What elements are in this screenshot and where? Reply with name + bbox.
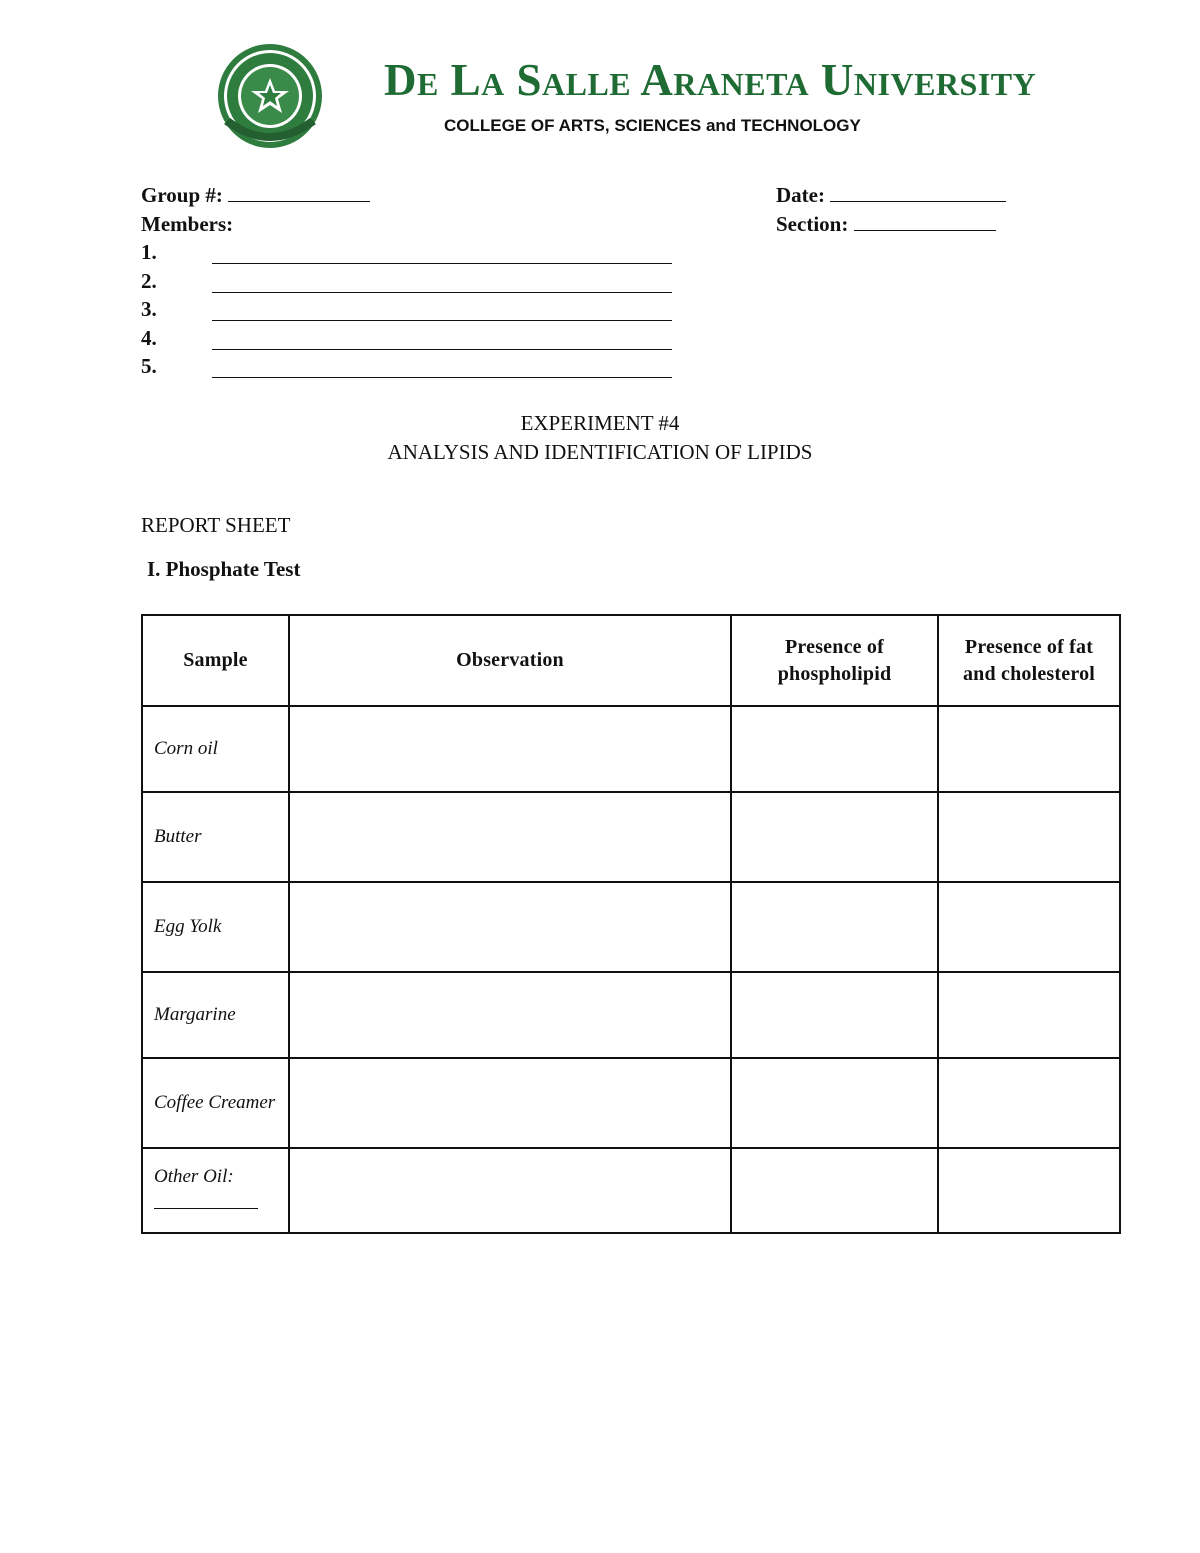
- observation-cell[interactable]: [289, 706, 731, 792]
- table-row: [142, 1058, 1120, 1148]
- member-line-1[interactable]: [212, 263, 672, 264]
- member-line-3[interactable]: [212, 320, 672, 321]
- members-label: Members:: [141, 212, 234, 236]
- header-sample: Sample: [142, 615, 289, 706]
- sample-cell: Egg Yolk: [142, 882, 289, 972]
- university-name: [384, 54, 1036, 106]
- observation-cell[interactable]: [289, 882, 731, 972]
- observation-cell[interactable]: [289, 972, 731, 1058]
- table-row: [142, 972, 1120, 1058]
- table-row: [142, 1148, 1120, 1233]
- header-phospholipid: [731, 615, 938, 706]
- table-row: [142, 706, 1120, 792]
- sample-cell: Butter: [142, 792, 289, 882]
- phospholipid-cell[interactable]: [731, 882, 938, 972]
- group-label: Group #:: [141, 183, 223, 207]
- section-field: [776, 212, 996, 237]
- university-seal-icon: [206, 42, 334, 150]
- section-label: Section:: [776, 212, 849, 236]
- observation-cell[interactable]: [289, 792, 731, 882]
- member-line-5[interactable]: [212, 377, 672, 378]
- header-fat-cholesterol: [938, 615, 1120, 706]
- other-oil-label: Other Oil:: [154, 1166, 234, 1187]
- member-line-4[interactable]: [212, 349, 672, 350]
- observation-cell[interactable]: [289, 1058, 731, 1148]
- date-label: Date:: [776, 183, 825, 207]
- observation-cell[interactable]: [289, 1148, 731, 1233]
- member-number: 5.: [141, 354, 157, 378]
- other-oil-blank[interactable]: [154, 1192, 258, 1209]
- experiment-title: ANALYSIS AND IDENTIFICATION OF LIPIDS: [387, 440, 813, 464]
- member-number: 3.: [141, 297, 157, 321]
- fat-cholesterol-cell[interactable]: [938, 1058, 1120, 1148]
- phosphate-test-heading: I. Phosphate Test: [147, 557, 301, 581]
- phospholipid-cell[interactable]: [731, 792, 938, 882]
- phospholipid-cell[interactable]: [731, 972, 938, 1058]
- table-row: [142, 882, 1120, 972]
- college-name: COLLEGE OF ARTS, SCIENCES and TECHNOLOGY: [444, 116, 861, 135]
- sample-cell: Margarine: [142, 972, 289, 1058]
- section-blank[interactable]: [854, 212, 996, 231]
- fat-cholesterol-cell[interactable]: [938, 792, 1120, 882]
- phospholipid-cell[interactable]: [731, 706, 938, 792]
- report-sheet-heading: REPORT SHEET: [141, 513, 291, 537]
- group-blank[interactable]: [228, 183, 370, 202]
- phospholipid-cell[interactable]: [731, 1148, 938, 1233]
- phosphate-test-table: [141, 614, 1121, 1234]
- header-observation: Observation: [289, 615, 731, 706]
- group-field: [141, 183, 370, 208]
- fat-cholesterol-cell[interactable]: [938, 1148, 1120, 1233]
- header-fat-cholesterol-text: Presence of fat and cholesterol: [962, 635, 1096, 685]
- member-number: 1.: [141, 240, 157, 264]
- member-line-2[interactable]: [212, 292, 672, 293]
- fat-cholesterol-cell[interactable]: [938, 706, 1120, 792]
- member-number: 4.: [141, 326, 157, 350]
- table-header-row: [142, 615, 1120, 706]
- phospholipid-cell[interactable]: [731, 1058, 938, 1148]
- table-row: [142, 792, 1120, 882]
- university-name-text: De La Salle Araneta University: [384, 55, 1037, 105]
- sample-cell-other: [142, 1148, 289, 1233]
- fat-cholesterol-cell[interactable]: [938, 972, 1120, 1058]
- fat-cholesterol-cell[interactable]: [938, 882, 1120, 972]
- experiment-number: EXPERIMENT #4: [520, 411, 680, 435]
- sample-cell: Coffee Creamer: [142, 1058, 289, 1148]
- sample-cell: Corn oil: [142, 706, 289, 792]
- member-number: 2.: [141, 269, 157, 293]
- header-phospholipid-text: Presence of phospholipid: [777, 635, 892, 685]
- date-field: [776, 183, 1006, 208]
- date-blank[interactable]: [830, 183, 1006, 202]
